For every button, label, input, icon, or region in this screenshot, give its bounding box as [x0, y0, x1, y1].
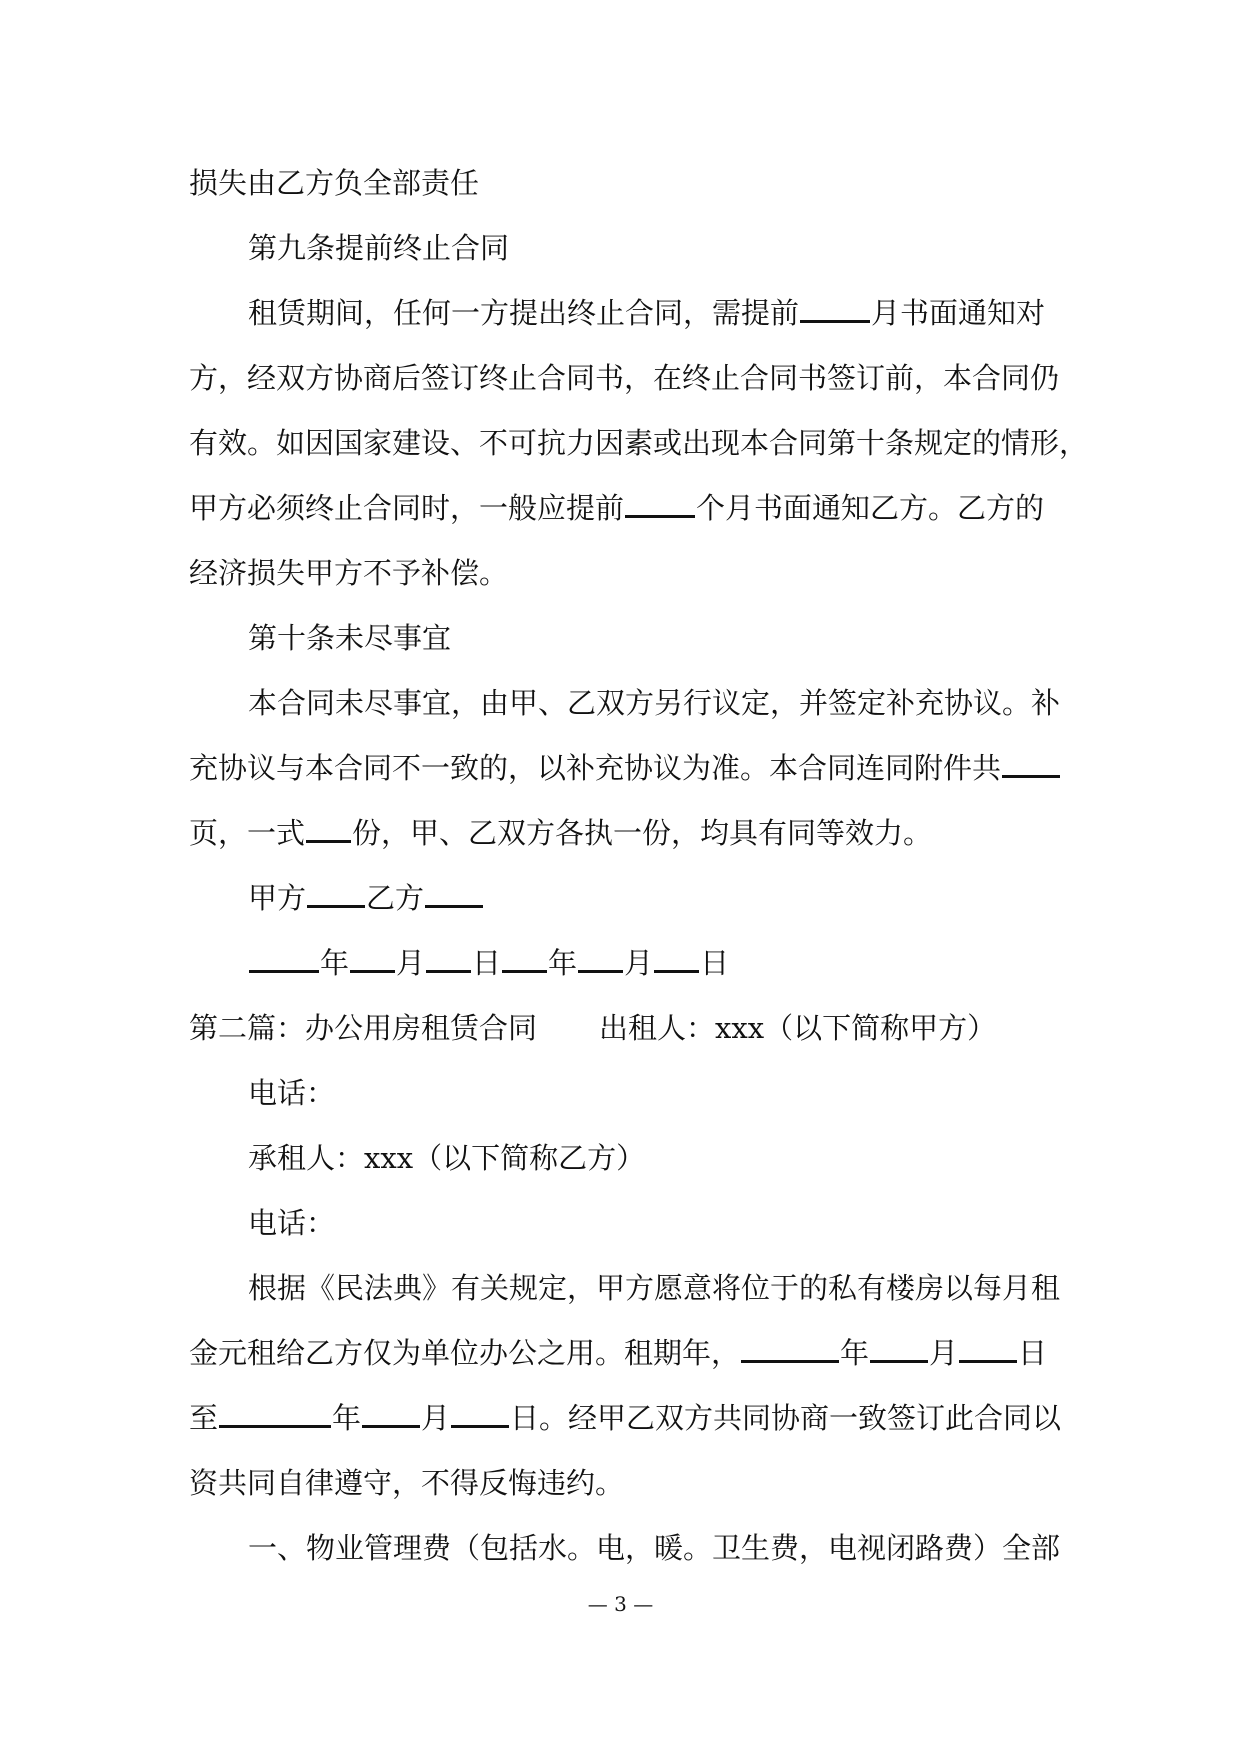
date-line: [248, 943, 729, 983]
paragraph-line: 经济损失甲方不予补偿。: [189, 556, 509, 590]
party-a-label: 甲方: [248, 881, 307, 915]
fill-blank: [800, 298, 870, 323]
party-b-label: 乙方: [366, 881, 425, 915]
clause-9-heading: 第九条提前终止合同: [248, 231, 510, 265]
fill-blank: [219, 1403, 331, 1428]
text-span: 年: [320, 946, 350, 980]
fill-blank: [870, 1338, 928, 1363]
page-number: — 3 —: [587, 1592, 654, 1616]
section-title: 第二篇：办公用房租赁合同: [189, 1011, 538, 1045]
text-span: 金元租给乙方仅为单位办公之用。租期年，: [189, 1336, 741, 1370]
paragraph-line: [189, 813, 932, 853]
paragraph-line: 承租人：xxx（以下简称乙方）: [248, 1141, 646, 1175]
fill-blank: [306, 818, 351, 843]
paragraph-line: 有效。如因国家建设、不可抗力因素或出现本合同第十条规定的情形，: [189, 426, 1089, 460]
fill-blank: [502, 948, 547, 973]
text-span: 页，一式: [189, 816, 306, 850]
text-span: 至: [189, 1401, 219, 1435]
text-span: 月: [624, 946, 654, 980]
fill-blank: [959, 1338, 1017, 1363]
text-span: 年: [548, 946, 578, 980]
fill-blank: [307, 883, 365, 908]
fill-blank: [1002, 753, 1060, 778]
fill-blank: [451, 1403, 509, 1428]
signature-line: [248, 878, 484, 918]
section-heading-line: [189, 1008, 996, 1048]
fill-blank: [625, 493, 695, 518]
text-span: 甲方必须终止合同时，一般应提前: [189, 491, 625, 525]
text-span: 充协议与本合同不一致的，以补充协议为准。本合同连同附件共: [189, 751, 1002, 785]
paragraph-line: 一、物业管理费（包括水。电，暖。卫生费，电视闭路费）全部: [248, 1531, 1061, 1565]
fill-blank: [741, 1338, 839, 1363]
paragraph-line: [248, 293, 1045, 333]
text-span: 份，甲、乙双方各执一份，均具有同等效力。: [352, 816, 933, 850]
fill-blank: [249, 948, 319, 973]
clause-10-heading: 第十条未尽事宜: [248, 621, 452, 655]
text-span: 租赁期间，任何一方提出终止合同，需提前: [248, 296, 800, 330]
paragraph-line: 电话：: [248, 1076, 336, 1110]
text-span: 年: [332, 1401, 362, 1435]
paragraph-line: 损失由乙方负全部责任: [189, 166, 480, 200]
text-span: 日: [1018, 1336, 1048, 1370]
text-span: 日。经甲乙双方共同协商一致签订此合同以: [510, 1401, 1062, 1435]
text-span: 月: [396, 946, 426, 980]
fill-blank: [578, 948, 623, 973]
paragraph-line: [189, 1398, 1061, 1438]
text-span: 日: [472, 946, 502, 980]
paragraph-line: [189, 488, 1044, 528]
fill-blank: [426, 948, 471, 973]
paragraph-line: 电话：: [248, 1206, 336, 1240]
text-span: 月: [421, 1401, 451, 1435]
text-span: 月: [929, 1336, 959, 1370]
fill-blank: [350, 948, 395, 973]
paragraph-line: [189, 1333, 1047, 1373]
text-span: 月书面通知对: [871, 296, 1046, 330]
text-span: 年: [840, 1336, 870, 1370]
paragraph-line: 资共同自律遵守，不得反悔违约。: [189, 1466, 625, 1500]
paragraph-line: 本合同未尽事宜，由甲、乙双方另行议定，并签定补充协议。补: [248, 686, 1061, 720]
paragraph-line: [189, 748, 1061, 788]
fill-blank: [362, 1403, 420, 1428]
text-span: 日: [700, 946, 730, 980]
fill-blank: [654, 948, 699, 973]
fill-blank: [425, 883, 483, 908]
text-span: 出租人：xxx（以下简称甲方）: [599, 1011, 997, 1045]
paragraph-line: 根据《民法典》有关规定，甲方愿意将位于的私有楼房以每月租: [248, 1271, 1061, 1305]
text-span: 个月书面通知乙方。乙方的: [696, 491, 1045, 525]
paragraph-line: 方，经双方协商后签订终止合同书，在终止合同书签订前，本合同仍: [189, 361, 1060, 395]
